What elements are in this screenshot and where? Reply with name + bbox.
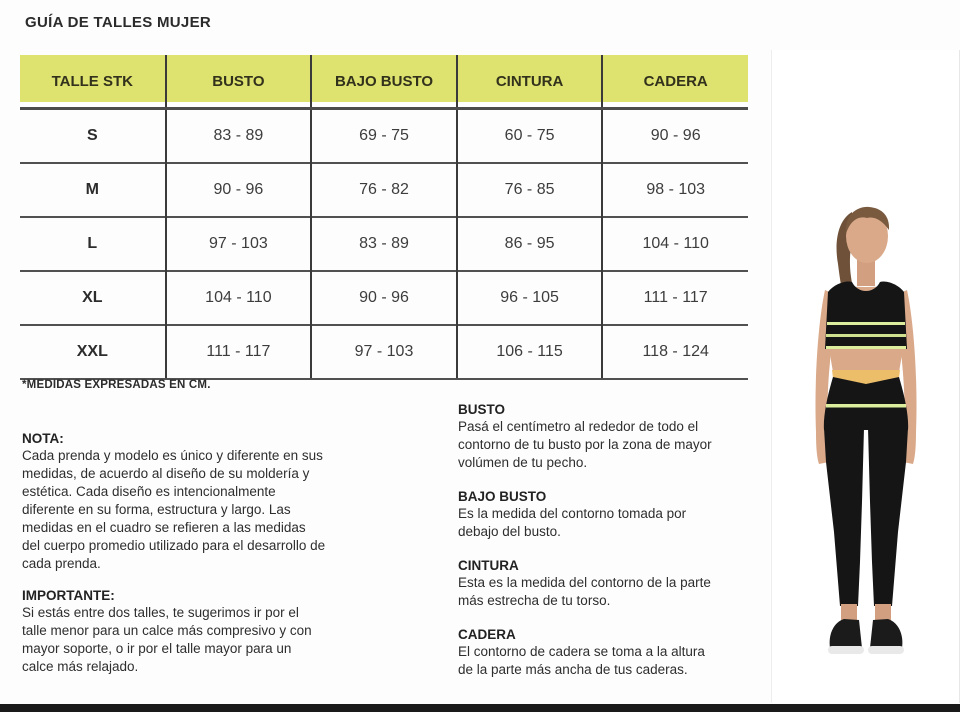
table-row xyxy=(20,109,748,164)
bottom-bar xyxy=(0,704,960,712)
size-label-xxl: XXL xyxy=(20,325,166,379)
cell-value: 76 - 85 xyxy=(457,163,603,217)
cell-value: 98 - 103 xyxy=(602,163,748,217)
size-table-container xyxy=(20,55,748,380)
measure-body: Es la medida del contorno tomada por debajo del busto. xyxy=(458,505,687,539)
table-row xyxy=(20,217,748,271)
table-row xyxy=(20,271,748,325)
measure-body: Pasá el centímetro al rededor de todo el contorno de tu busto por la zona de mayor volúmen de tu pecho. xyxy=(458,419,712,470)
size-table-header-row xyxy=(20,55,748,109)
cell-value: 118 - 124 xyxy=(602,325,748,379)
col-header-bajo-busto: BAJO BUSTO xyxy=(311,55,457,109)
cell-value: 106 - 115 xyxy=(457,325,603,379)
col-header-busto: BUSTO xyxy=(166,55,312,109)
cell-value: 90 - 96 xyxy=(166,163,312,217)
cell-value: 90 - 96 xyxy=(311,271,457,325)
cell-value: 86 - 95 xyxy=(457,217,603,271)
cell-value: 96 - 105 xyxy=(457,271,603,325)
nota-body: Cada prenda y modelo es único y diferente en sus medidas, de acuerdo al diseño de su moldería y estética. Cada diseño es intencionalmente diferente en su forma, estructura y largo. Las medidas en el cuadro se refieren a las medidas del cuerpo promedio utilizado para el desarrollo de cada prenda. xyxy=(22,448,326,571)
units-footnote: *MEDIDAS EXPRESADAS EN CM. xyxy=(22,379,211,391)
col-header-cadera: CADERA xyxy=(602,55,748,109)
measure-title: BAJO BUSTO xyxy=(458,488,547,504)
nota-heading: NOTA: xyxy=(22,431,64,446)
size-label-s: S xyxy=(20,109,166,164)
cell-value: 97 - 103 xyxy=(166,217,312,271)
cell-value: 97 - 103 xyxy=(311,325,457,379)
importante-heading: IMPORTANTE: xyxy=(22,587,115,603)
cell-value: 104 - 110 xyxy=(166,271,312,325)
model-photo xyxy=(771,50,960,703)
notes-column xyxy=(22,431,326,690)
cell-value: 104 - 110 xyxy=(602,217,748,271)
table-row xyxy=(20,163,748,217)
measure-title: BUSTO xyxy=(458,402,506,417)
measure-body: Esta es la medida del contorno de la parte más estrecha de tu torso. xyxy=(458,574,711,608)
model-figure-illustration xyxy=(772,202,959,702)
cell-value: 76 - 82 xyxy=(311,163,457,217)
col-header-talle: TALLE STK xyxy=(20,55,166,109)
cell-value: 111 - 117 xyxy=(166,325,312,379)
cell-value: 90 - 96 xyxy=(602,109,748,164)
importante-body: Si estás entre dos talles, te sugerimos ir por el talle menor para un calce más compresivo y con mayor soporte, o ir por el talle mayor para un calce más relajado. xyxy=(22,604,312,674)
size-label-xl: XL xyxy=(20,271,166,325)
cell-value: 69 - 75 xyxy=(311,109,457,164)
table-row xyxy=(20,325,748,379)
size-table xyxy=(20,55,748,380)
measure-title: CINTURA xyxy=(458,557,519,573)
page-title: GUÍA DE TALLES MUJER xyxy=(25,14,212,31)
measure-body: El contorno de cadera se toma a la altura de la parte más ancha de tus caderas. xyxy=(458,643,705,677)
measure-item-cintura xyxy=(458,558,716,610)
size-label-l: L xyxy=(20,217,166,271)
measure-item-bajo-busto xyxy=(458,489,716,541)
measure-item-cadera xyxy=(458,627,716,679)
measure-item-busto xyxy=(458,402,716,472)
col-header-cintura: CINTURA xyxy=(457,55,603,109)
size-label-m: M xyxy=(20,163,166,217)
measure-definitions-column xyxy=(458,402,716,696)
cell-value: 111 - 117 xyxy=(602,271,748,325)
cell-value: 60 - 75 xyxy=(457,109,603,164)
measure-title: CADERA xyxy=(458,626,516,642)
cell-value: 83 - 89 xyxy=(311,217,457,271)
cell-value: 83 - 89 xyxy=(166,109,312,164)
